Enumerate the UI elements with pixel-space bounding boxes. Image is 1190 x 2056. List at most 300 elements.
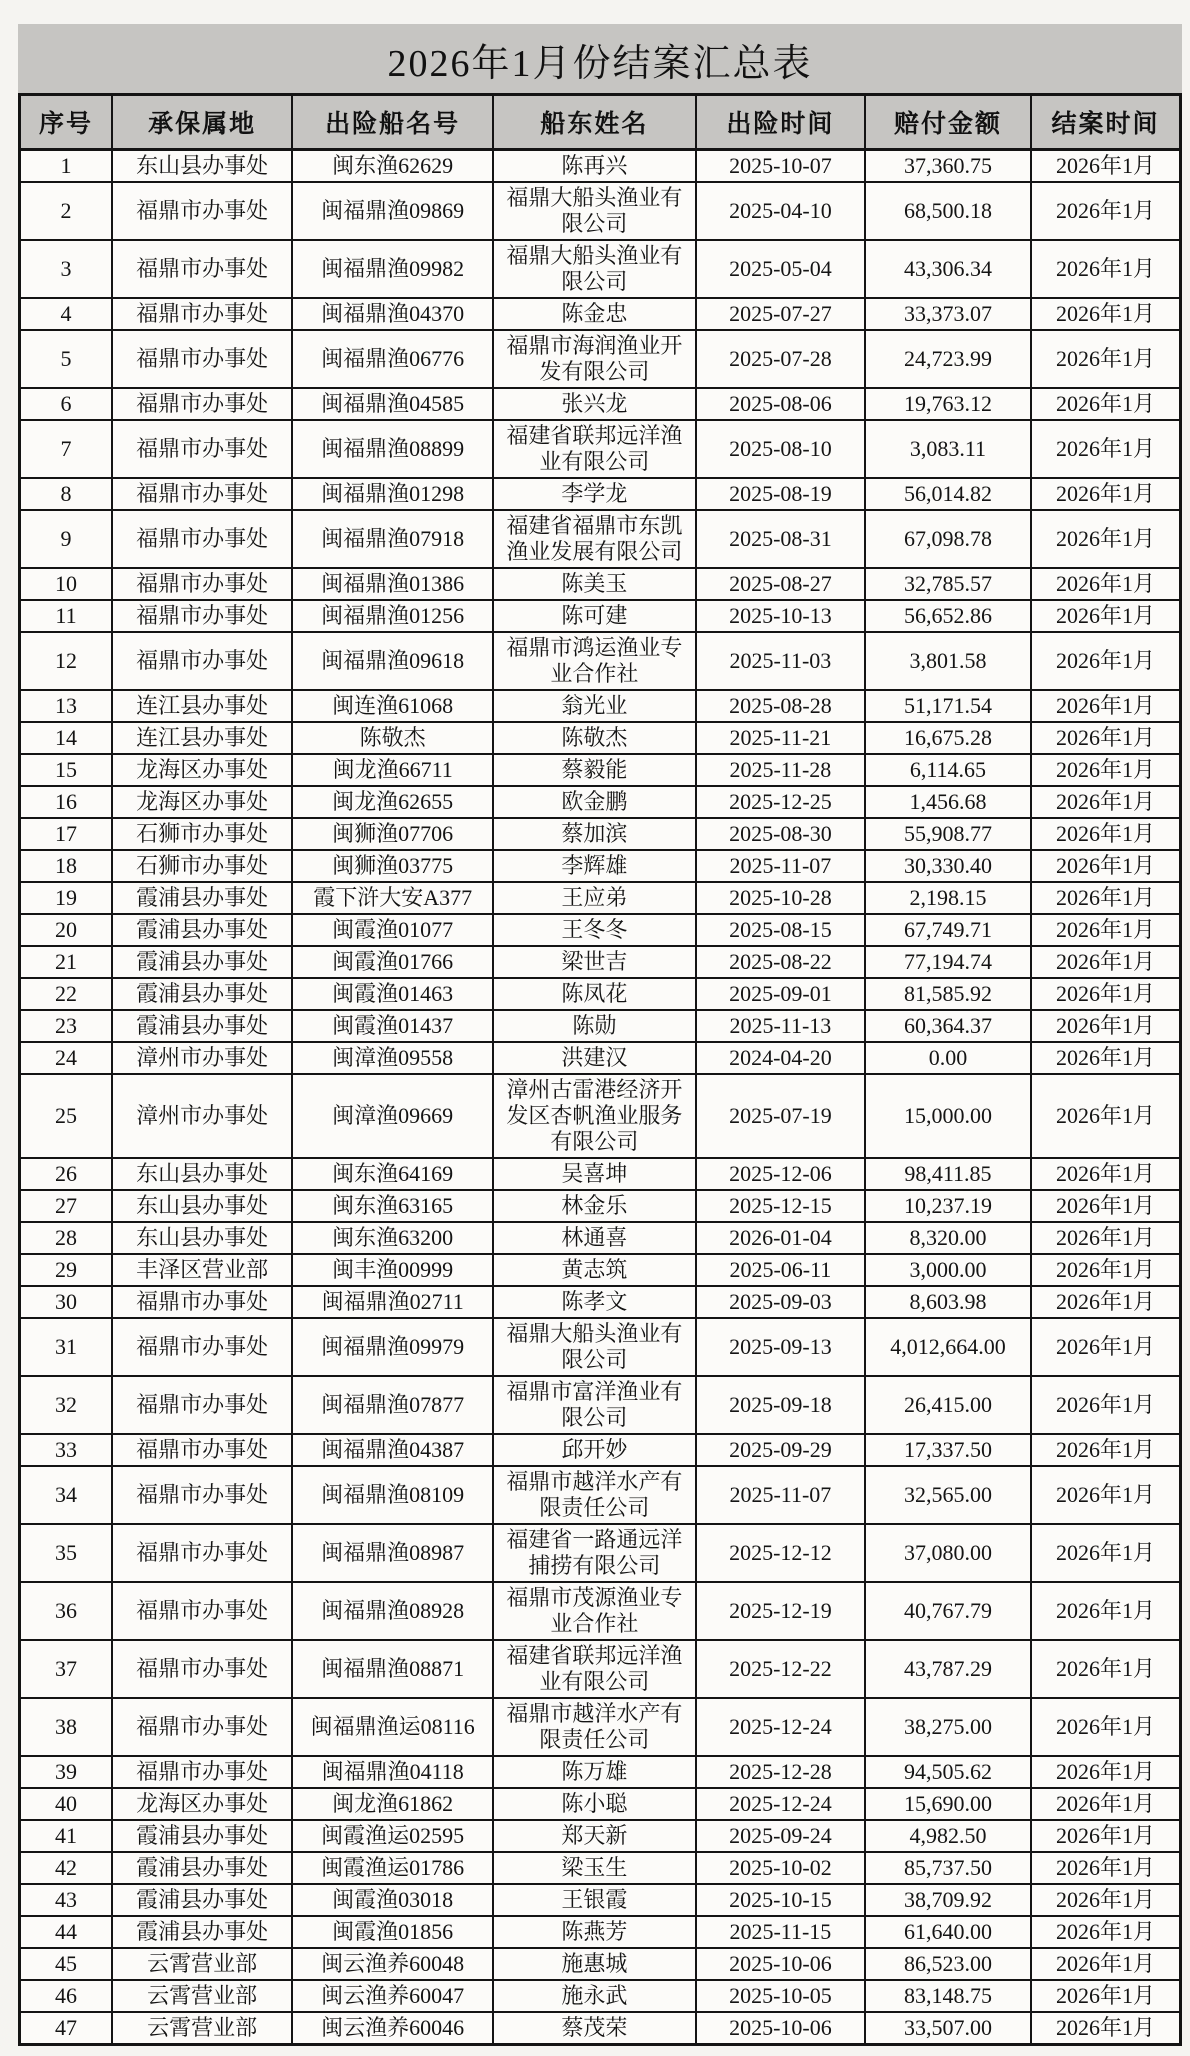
table-row	[20, 330, 1181, 388]
cell-amount: 26,415.00	[865, 1376, 1031, 1434]
cell-vessel: 闽福鼎渔08987	[292, 1524, 493, 1582]
cell-serial: 9	[20, 510, 112, 568]
table-row	[20, 1222, 1181, 1254]
cell-branch: 东山县办事处	[112, 1158, 292, 1190]
cell-incident-date: 2025-10-02	[696, 1852, 865, 1884]
table-row	[20, 150, 1181, 183]
cell-vessel: 闽龙渔61862	[292, 1788, 493, 1820]
cell-serial: 21	[20, 946, 112, 978]
cell-owner: 福鼎市鸿运渔业专业合作社	[493, 632, 696, 690]
cell-vessel: 闽福鼎渔01298	[292, 478, 493, 510]
cell-serial: 14	[20, 722, 112, 754]
cell-incident-date: 2025-08-27	[696, 568, 865, 600]
cell-settle-month: 2026年1月	[1031, 240, 1181, 298]
cell-vessel: 闽福鼎渔09982	[292, 240, 493, 298]
cell-branch: 福鼎市办事处	[112, 1640, 292, 1698]
table-row	[20, 1698, 1181, 1756]
cell-incident-date: 2025-08-22	[696, 946, 865, 978]
cell-branch: 福鼎市办事处	[112, 298, 292, 330]
cell-owner: 福鼎市富洋渔业有限公司	[493, 1376, 696, 1434]
cell-settle-month: 2026年1月	[1031, 786, 1181, 818]
cell-serial: 43	[20, 1884, 112, 1916]
cell-vessel: 闽云渔养60046	[292, 2012, 493, 2045]
cell-settle-month: 2026年1月	[1031, 690, 1181, 722]
cell-incident-date: 2025-07-27	[696, 298, 865, 330]
cell-vessel: 闽福鼎渔09869	[292, 182, 493, 240]
cell-settle-month: 2026年1月	[1031, 1916, 1181, 1948]
cell-owner: 吴喜坤	[493, 1158, 696, 1190]
cell-settle-month: 2026年1月	[1031, 850, 1181, 882]
cell-vessel: 闽福鼎渔08899	[292, 420, 493, 478]
cell-settle-month: 2026年1月	[1031, 600, 1181, 632]
cell-owner: 蔡毅能	[493, 754, 696, 786]
cell-settle-month: 2026年1月	[1031, 1042, 1181, 1074]
cell-incident-date: 2025-09-18	[696, 1376, 865, 1434]
cell-amount: 15,000.00	[865, 1074, 1031, 1158]
cell-vessel: 闽东渔63200	[292, 1222, 493, 1254]
cell-settle-month: 2026年1月	[1031, 754, 1181, 786]
cell-serial: 2	[20, 182, 112, 240]
table-row	[20, 420, 1181, 478]
cell-amount: 16,675.28	[865, 722, 1031, 754]
cell-amount: 3,083.11	[865, 420, 1031, 478]
cell-serial: 8	[20, 478, 112, 510]
cell-owner: 陈再兴	[493, 150, 696, 183]
cell-vessel: 闽东渔64169	[292, 1158, 493, 1190]
cell-settle-month: 2026年1月	[1031, 478, 1181, 510]
cell-branch: 福鼎市办事处	[112, 478, 292, 510]
table-row	[20, 632, 1181, 690]
cell-amount: 3,801.58	[865, 632, 1031, 690]
cell-owner: 洪建汉	[493, 1042, 696, 1074]
cell-incident-date: 2025-09-29	[696, 1434, 865, 1466]
cell-vessel: 闽狮渔07706	[292, 818, 493, 850]
cell-serial: 35	[20, 1524, 112, 1582]
cell-settle-month: 2026年1月	[1031, 1582, 1181, 1640]
cell-branch: 福鼎市办事处	[112, 600, 292, 632]
cell-settle-month: 2026年1月	[1031, 1318, 1181, 1376]
cell-settle-month: 2026年1月	[1031, 568, 1181, 600]
cell-owner: 福鼎大船头渔业有限公司	[493, 182, 696, 240]
cell-vessel: 闽龙渔62655	[292, 786, 493, 818]
cell-serial: 7	[20, 420, 112, 478]
cell-branch: 霞浦县办事处	[112, 1852, 292, 1884]
cell-amount: 0.00	[865, 1042, 1031, 1074]
cell-serial: 27	[20, 1190, 112, 1222]
cell-amount: 8,320.00	[865, 1222, 1031, 1254]
column-header-serial: 序号	[20, 95, 112, 150]
cell-branch: 霞浦县办事处	[112, 1916, 292, 1948]
cell-settle-month: 2026年1月	[1031, 1376, 1181, 1434]
cell-branch: 福鼎市办事处	[112, 632, 292, 690]
cell-incident-date: 2025-12-28	[696, 1756, 865, 1788]
cell-incident-date: 2025-10-06	[696, 2012, 865, 2045]
table-row	[20, 690, 1181, 722]
cell-incident-date: 2025-11-07	[696, 850, 865, 882]
cell-incident-date: 2025-10-07	[696, 150, 865, 183]
cell-owner: 翁光业	[493, 690, 696, 722]
cell-settle-month: 2026年1月	[1031, 1640, 1181, 1698]
column-header-branch: 承保属地	[112, 95, 292, 150]
cell-owner: 福鼎市茂源渔业专业合作社	[493, 1582, 696, 1640]
cell-settle-month: 2026年1月	[1031, 510, 1181, 568]
cell-incident-date: 2025-10-13	[696, 600, 865, 632]
cell-branch: 连江县办事处	[112, 690, 292, 722]
cell-owner: 福鼎市海润渔业开发有限公司	[493, 330, 696, 388]
table-row	[20, 1074, 1181, 1158]
cell-branch: 东山县办事处	[112, 150, 292, 183]
cell-settle-month: 2026年1月	[1031, 1286, 1181, 1318]
table-row	[20, 1852, 1181, 1884]
cell-branch: 漳州市办事处	[112, 1042, 292, 1074]
cell-owner: 李学龙	[493, 478, 696, 510]
table-row	[20, 1434, 1181, 1466]
column-header-settle-month: 结案时间	[1031, 95, 1181, 150]
cell-serial: 45	[20, 1948, 112, 1980]
cell-branch: 云霄营业部	[112, 2012, 292, 2045]
cell-owner: 福鼎市越洋水产有限责任公司	[493, 1698, 696, 1756]
cell-owner: 福鼎大船头渔业有限公司	[493, 240, 696, 298]
cell-incident-date: 2025-09-13	[696, 1318, 865, 1376]
table-row	[20, 1756, 1181, 1788]
cell-vessel: 闽霞渔01437	[292, 1010, 493, 1042]
cell-serial: 34	[20, 1466, 112, 1524]
cell-settle-month: 2026年1月	[1031, 722, 1181, 754]
cell-amount: 81,585.92	[865, 978, 1031, 1010]
cell-branch: 福鼎市办事处	[112, 388, 292, 420]
cell-serial: 10	[20, 568, 112, 600]
cell-settle-month: 2026年1月	[1031, 1524, 1181, 1582]
cell-settle-month: 2026年1月	[1031, 182, 1181, 240]
cell-serial: 33	[20, 1434, 112, 1466]
cell-vessel: 闽连渔61068	[292, 690, 493, 722]
cell-incident-date: 2025-07-19	[696, 1074, 865, 1158]
column-header-incident-date: 出险时间	[696, 95, 865, 150]
cell-owner: 欧金鹏	[493, 786, 696, 818]
cell-amount: 43,306.34	[865, 240, 1031, 298]
cell-settle-month: 2026年1月	[1031, 1948, 1181, 1980]
cell-owner: 福建省一路通远洋捕捞有限公司	[493, 1524, 696, 1582]
header-row	[20, 95, 1181, 150]
cell-owner: 李辉雄	[493, 850, 696, 882]
cell-amount: 8,603.98	[865, 1286, 1031, 1318]
cell-incident-date: 2025-08-06	[696, 388, 865, 420]
cell-branch: 霞浦县办事处	[112, 914, 292, 946]
cell-vessel: 闽福鼎渔04387	[292, 1434, 493, 1466]
cell-amount: 86,523.00	[865, 1948, 1031, 1980]
cell-amount: 56,014.82	[865, 478, 1031, 510]
cell-settle-month: 2026年1月	[1031, 150, 1181, 183]
cell-vessel: 闽福鼎渔08928	[292, 1582, 493, 1640]
cell-serial: 12	[20, 632, 112, 690]
cell-incident-date: 2025-08-15	[696, 914, 865, 946]
cell-vessel: 闽龙渔66711	[292, 754, 493, 786]
cell-vessel: 闽云渔养60047	[292, 1980, 493, 2012]
cell-serial: 38	[20, 1698, 112, 1756]
cell-vessel: 闽丰渔00999	[292, 1254, 493, 1286]
cell-incident-date: 2025-09-24	[696, 1820, 865, 1852]
cell-branch: 福鼎市办事处	[112, 182, 292, 240]
cell-incident-date: 2025-11-21	[696, 722, 865, 754]
cell-owner: 陈美玉	[493, 568, 696, 600]
cell-owner: 梁世吉	[493, 946, 696, 978]
table-row	[20, 882, 1181, 914]
cell-settle-month: 2026年1月	[1031, 1820, 1181, 1852]
cell-branch: 石狮市办事处	[112, 818, 292, 850]
cell-incident-date: 2025-05-04	[696, 240, 865, 298]
cell-owner: 梁玉生	[493, 1852, 696, 1884]
cell-amount: 2,198.15	[865, 882, 1031, 914]
cell-vessel: 闽福鼎渔02711	[292, 1286, 493, 1318]
cell-amount: 37,360.75	[865, 150, 1031, 183]
cell-incident-date: 2025-11-15	[696, 1916, 865, 1948]
cell-settle-month: 2026年1月	[1031, 1158, 1181, 1190]
cell-branch: 霞浦县办事处	[112, 882, 292, 914]
cell-serial: 42	[20, 1852, 112, 1884]
cell-settle-month: 2026年1月	[1031, 632, 1181, 690]
cell-serial: 24	[20, 1042, 112, 1074]
cell-serial: 39	[20, 1756, 112, 1788]
table-row	[20, 2012, 1181, 2045]
table-row	[20, 1524, 1181, 1582]
cell-serial: 29	[20, 1254, 112, 1286]
cell-settle-month: 2026年1月	[1031, 1852, 1181, 1884]
cell-amount: 55,908.77	[865, 818, 1031, 850]
table-row	[20, 388, 1181, 420]
cell-owner: 福鼎市越洋水产有限责任公司	[493, 1466, 696, 1524]
cell-vessel: 闽霞渔03018	[292, 1884, 493, 1916]
cell-settle-month: 2026年1月	[1031, 1222, 1181, 1254]
table-row	[20, 818, 1181, 850]
table-row	[20, 1640, 1181, 1698]
cell-incident-date: 2025-08-30	[696, 818, 865, 850]
cell-serial: 20	[20, 914, 112, 946]
cell-incident-date: 2025-09-01	[696, 978, 865, 1010]
cell-amount: 67,749.71	[865, 914, 1031, 946]
cell-incident-date: 2025-06-11	[696, 1254, 865, 1286]
cell-incident-date: 2025-12-25	[696, 786, 865, 818]
cell-serial: 32	[20, 1376, 112, 1434]
cell-vessel: 闽霞渔01856	[292, 1916, 493, 1948]
cell-owner: 陈金忠	[493, 298, 696, 330]
cell-incident-date: 2025-10-06	[696, 1948, 865, 1980]
cell-owner: 林金乐	[493, 1190, 696, 1222]
cell-amount: 61,640.00	[865, 1916, 1031, 1948]
cell-serial: 26	[20, 1158, 112, 1190]
cell-amount: 10,237.19	[865, 1190, 1031, 1222]
cell-amount: 85,737.50	[865, 1852, 1031, 1884]
cell-owner: 福建省联邦远洋渔业有限公司	[493, 420, 696, 478]
cell-amount: 67,098.78	[865, 510, 1031, 568]
table-row	[20, 1010, 1181, 1042]
cell-owner: 邱开妙	[493, 1434, 696, 1466]
cell-settle-month: 2026年1月	[1031, 1788, 1181, 1820]
cell-settle-month: 2026年1月	[1031, 1884, 1181, 1916]
cell-vessel: 闽福鼎渔08109	[292, 1466, 493, 1524]
cell-amount: 60,364.37	[865, 1010, 1031, 1042]
cell-owner: 陈万雄	[493, 1756, 696, 1788]
cell-settle-month: 2026年1月	[1031, 388, 1181, 420]
cell-incident-date: 2025-12-15	[696, 1190, 865, 1222]
cell-vessel: 闽福鼎渔04118	[292, 1756, 493, 1788]
cell-owner: 施永武	[493, 1980, 696, 2012]
cell-serial: 46	[20, 1980, 112, 2012]
cell-amount: 4,012,664.00	[865, 1318, 1031, 1376]
cell-vessel: 闽漳渔09669	[292, 1074, 493, 1158]
cell-vessel: 闽福鼎渔01386	[292, 568, 493, 600]
cell-settle-month: 2026年1月	[1031, 946, 1181, 978]
table-row	[20, 1286, 1181, 1318]
cell-branch: 连江县办事处	[112, 722, 292, 754]
cell-branch: 霞浦县办事处	[112, 978, 292, 1010]
table-row	[20, 1884, 1181, 1916]
cell-incident-date: 2025-12-22	[696, 1640, 865, 1698]
table-row	[20, 786, 1181, 818]
cell-branch: 龙海区办事处	[112, 1788, 292, 1820]
cell-vessel: 闽福鼎渔08871	[292, 1640, 493, 1698]
cell-branch: 福鼎市办事处	[112, 330, 292, 388]
cell-incident-date: 2025-09-03	[696, 1286, 865, 1318]
cell-owner: 施惠城	[493, 1948, 696, 1980]
settlement-summary-sheet	[18, 24, 1182, 2046]
cell-settle-month: 2026年1月	[1031, 1434, 1181, 1466]
cell-owner: 王冬冬	[493, 914, 696, 946]
cell-owner: 漳州古雷港经济开发区杏帆渔业服务有限公司	[493, 1074, 696, 1158]
cell-amount: 32,785.57	[865, 568, 1031, 600]
cell-branch: 福鼎市办事处	[112, 1756, 292, 1788]
table-row	[20, 298, 1181, 330]
cell-branch: 福鼎市办事处	[112, 1376, 292, 1434]
cell-amount: 4,982.50	[865, 1820, 1031, 1852]
table-row	[20, 1788, 1181, 1820]
cell-serial: 11	[20, 600, 112, 632]
cell-amount: 6,114.65	[865, 754, 1031, 786]
cell-settle-month: 2026年1月	[1031, 2012, 1181, 2045]
cell-serial: 1	[20, 150, 112, 183]
cell-incident-date: 2025-11-07	[696, 1466, 865, 1524]
cell-settle-month: 2026年1月	[1031, 420, 1181, 478]
cell-owner: 郑天新	[493, 1820, 696, 1852]
table-row	[20, 1190, 1181, 1222]
cell-branch: 龙海区办事处	[112, 754, 292, 786]
cell-vessel: 闽福鼎渔09618	[292, 632, 493, 690]
cell-vessel: 闽福鼎渔04585	[292, 388, 493, 420]
table-row	[20, 1158, 1181, 1190]
cell-owner: 陈敬杰	[493, 722, 696, 754]
cell-vessel: 闽福鼎渔04370	[292, 298, 493, 330]
cell-amount: 1,456.68	[865, 786, 1031, 818]
cell-branch: 福鼎市办事处	[112, 510, 292, 568]
cell-settle-month: 2026年1月	[1031, 1756, 1181, 1788]
table-body	[20, 150, 1181, 2045]
table-row	[20, 240, 1181, 298]
cell-serial: 44	[20, 1916, 112, 1948]
cell-settle-month: 2026年1月	[1031, 330, 1181, 388]
table-row	[20, 850, 1181, 882]
cell-owner: 王应弟	[493, 882, 696, 914]
cell-vessel: 闽福鼎渔06776	[292, 330, 493, 388]
cell-branch: 霞浦县办事处	[112, 1010, 292, 1042]
cell-incident-date: 2024-04-20	[696, 1042, 865, 1074]
cell-incident-date: 2025-12-24	[696, 1698, 865, 1756]
cell-settle-month: 2026年1月	[1031, 1466, 1181, 1524]
cell-incident-date: 2025-12-24	[696, 1788, 865, 1820]
table-row	[20, 1376, 1181, 1434]
table-row	[20, 1980, 1181, 2012]
table-row	[20, 1042, 1181, 1074]
cell-vessel: 闽福鼎渔01256	[292, 600, 493, 632]
cell-incident-date: 2025-12-06	[696, 1158, 865, 1190]
table-row	[20, 600, 1181, 632]
page-title: 2026年1月份结案汇总表	[18, 24, 1182, 93]
cell-serial: 16	[20, 786, 112, 818]
cell-serial: 18	[20, 850, 112, 882]
cell-incident-date: 2025-04-10	[696, 182, 865, 240]
cell-owner: 蔡加滨	[493, 818, 696, 850]
cell-amount: 3,000.00	[865, 1254, 1031, 1286]
table-row	[20, 1948, 1181, 1980]
cell-owner: 福建省福鼎市东凯渔业发展有限公司	[493, 510, 696, 568]
cell-owner: 福鼎大船头渔业有限公司	[493, 1318, 696, 1376]
cell-branch: 霞浦县办事处	[112, 946, 292, 978]
table-row	[20, 1916, 1181, 1948]
cell-amount: 33,507.00	[865, 2012, 1031, 2045]
cell-serial: 28	[20, 1222, 112, 1254]
cell-serial: 5	[20, 330, 112, 388]
cell-owner: 王银霞	[493, 1884, 696, 1916]
cell-incident-date: 2025-08-19	[696, 478, 865, 510]
cell-settle-month: 2026年1月	[1031, 1698, 1181, 1756]
cell-owner: 陈燕芳	[493, 1916, 696, 1948]
cell-amount: 32,565.00	[865, 1466, 1031, 1524]
cell-branch: 福鼎市办事处	[112, 1318, 292, 1376]
cell-serial: 17	[20, 818, 112, 850]
table-row	[20, 1466, 1181, 1524]
cell-incident-date: 2025-11-03	[696, 632, 865, 690]
cell-serial: 23	[20, 1010, 112, 1042]
cell-settle-month: 2026年1月	[1031, 298, 1181, 330]
cell-incident-date: 2025-08-28	[696, 690, 865, 722]
cell-amount: 40,767.79	[865, 1582, 1031, 1640]
cell-serial: 40	[20, 1788, 112, 1820]
table-row	[20, 1582, 1181, 1640]
cell-branch: 东山县办事处	[112, 1222, 292, 1254]
cell-branch: 霞浦县办事处	[112, 1820, 292, 1852]
cell-serial: 47	[20, 2012, 112, 2045]
cell-amount: 83,148.75	[865, 1980, 1031, 2012]
cell-settle-month: 2026年1月	[1031, 914, 1181, 946]
cell-owner: 林通喜	[493, 1222, 696, 1254]
cell-branch: 福鼎市办事处	[112, 1524, 292, 1582]
cell-serial: 13	[20, 690, 112, 722]
cell-serial: 30	[20, 1286, 112, 1318]
cell-owner: 蔡茂荣	[493, 2012, 696, 2045]
cell-amount: 17,337.50	[865, 1434, 1031, 1466]
cell-vessel: 闽福鼎渔运08116	[292, 1698, 493, 1756]
cell-owner: 陈可建	[493, 600, 696, 632]
cell-vessel: 闽福鼎渔07877	[292, 1376, 493, 1434]
cell-settle-month: 2026年1月	[1031, 818, 1181, 850]
cell-serial: 3	[20, 240, 112, 298]
table-row	[20, 722, 1181, 754]
cell-serial: 6	[20, 388, 112, 420]
table-row	[20, 478, 1181, 510]
cell-amount: 98,411.85	[865, 1158, 1031, 1190]
cell-branch: 漳州市办事处	[112, 1074, 292, 1158]
cell-branch: 福鼎市办事处	[112, 568, 292, 600]
table-row	[20, 1318, 1181, 1376]
table-row	[20, 914, 1181, 946]
